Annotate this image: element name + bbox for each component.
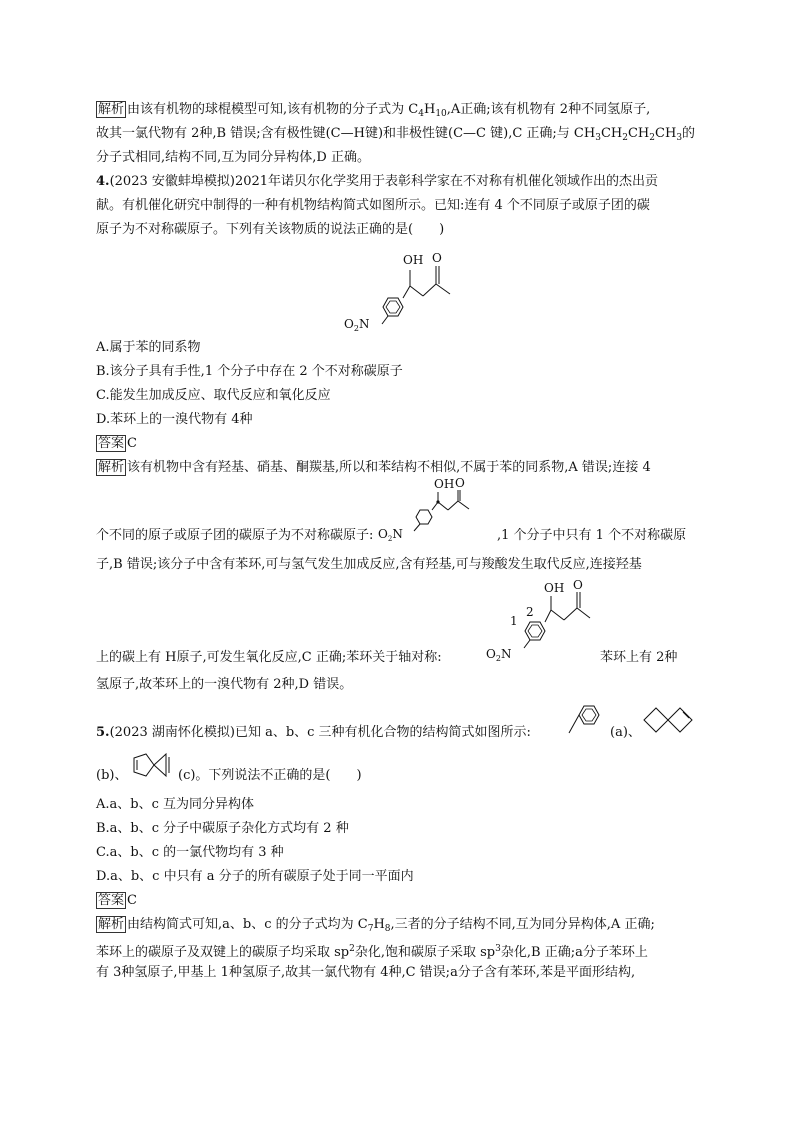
- q4-symmetry-structure: [478, 578, 598, 662]
- q4-explanation-line5: 氢原子,故苯环上的一溴代物有 2种,D 错误。: [96, 677, 353, 692]
- q4-answer: 答案 C: [98, 436, 137, 451]
- nitro-label-2: $O_2N$: [486, 647, 512, 663]
- q5-explanation-line3: 有 3种氢原子,甲基上 1种氢原子,故其一氯代物有 4种,C 错误;a分子含有苯环,苯是平面形结构,: [96, 965, 636, 980]
- q5-option-d: D.a、b、c 中只有 a 分子的所有碳原子处于同一平面内: [96, 869, 414, 884]
- compound-b-label: (b)、: [96, 768, 128, 783]
- explanation-tag: 解析: [98, 102, 125, 117]
- q4-explanation-line4b: 苯环上有 2种: [600, 650, 678, 665]
- carbonyl-o-label: O: [432, 251, 442, 265]
- q5-option-b: B.a、b、c 分子中碳原子杂化方式均有 2 种: [96, 821, 349, 836]
- nitro-label-small: $O_2N$: [378, 527, 403, 543]
- explanation-tag: 解析: [98, 917, 125, 932]
- q4-explanation-line2a: 个不同的原子或原子团的碳原子为不对称碳原子:: [96, 528, 374, 543]
- nitro-label: $O_2N$: [344, 317, 370, 333]
- q4-stem-line3: 原子为不对称碳原子。下列有关该物质的说法正确的是( ): [96, 222, 445, 237]
- q4-option-b: B.该分子具有手性,1 个分子中存在 2 个不对称碳原子: [96, 364, 403, 379]
- q4-stem-line2: 献。有机催化研究中制得的一种有机物结构简式如图所示。已知:连有 4 个不同原子或原子团的碳: [96, 198, 650, 213]
- q4-explanation-line3: 子,B 错误;该分子中含有苯环,可与氢气发生加成反应,含有羟基,可与羧酸发生取代反应,连接羟基: [96, 557, 642, 572]
- q4-explanation-line1: 解析 该有机物中含有羟基、硝基、酮羰基,所以和苯结构不相似,不属于苯的同系物,A 错误;连接 4: [98, 460, 651, 475]
- oh-label-small: OH: [434, 477, 455, 491]
- q5-stem-line1: 5.(2023 湖南怀化模拟)已知 a、b、c 三种有机化合物的结构简式如图所示:: [96, 725, 531, 740]
- q4-molecule-structure: [330, 248, 470, 332]
- q5-stem-line2: (c)。下列说法不正确的是( ): [178, 768, 362, 783]
- answer-tag: 答案: [98, 436, 125, 451]
- explanation-tag: 解析: [98, 460, 125, 475]
- q4-stem-line1: 4.(2023 安徽蚌埠模拟)2021年诺贝尔化学奖用于表彰科学家在不对称有机催化领域作出的杰出贡: [96, 174, 659, 189]
- q4-option-a: A.属于苯的同系物: [96, 340, 201, 355]
- carbonyl-o-label-2: O: [573, 578, 583, 592]
- q4-explanation-line2b: ,1 个分子中只有 1 个不对称碳原: [497, 528, 687, 543]
- oh-label: OH: [403, 253, 424, 267]
- toluene-structure-a: [566, 698, 606, 740]
- q3-explanation-line1: 解析 由该有机物的球棍模型可知,该有机物的分子式为 $C_4H_{10},A$正确;该有机物有 2种不同氢原子,: [98, 102, 651, 119]
- q3-explanation-line3: 分子式相同,结构不同,互为同分异构体,D 正确。: [96, 150, 370, 165]
- q3-explanation-line2: 故其一氯代物有 2种,B 错误;含有极性键(C—H键)和非极性键(C—C 键),C 正确;与 $CH_3CH_2CH_2CH_3$的: [96, 126, 696, 143]
- q4-option-c: C.能发生加成反应、取代反应和氧化反应: [96, 388, 331, 403]
- spiro-structure-b: [640, 704, 696, 738]
- q4-explanation-line4a: 上的碳上有 H原子,可发生氧化反应,C 正确;苯环关于轴对称:: [96, 650, 442, 665]
- position-1-label: 1: [510, 614, 518, 628]
- q5-answer: 答案 C: [98, 893, 137, 908]
- q5-option-c: C.a、b、c 的一氯代物均有 3 种: [96, 845, 284, 860]
- compound-a-label: (a)、: [610, 725, 641, 740]
- oh-label-2: OH: [544, 581, 565, 595]
- position-2-label: 2: [526, 605, 534, 619]
- q4-chiral-carbon-structure: [378, 476, 493, 543]
- spiro-structure-c: [130, 748, 182, 784]
- q5-explanation-line2: 苯环上的碳原子及双键上的碳原子均采取 $sp^2$杂化,饱和碳原子采取 $sp^3$杂化,B 正确;a分子苯环上: [96, 944, 648, 960]
- carbonyl-o-label-small: O: [455, 476, 465, 490]
- q5-explanation-line1: 解析 由结构简式可知,a、b、c 的分子式均为 $C_7H_8$,三者的分子结构不同,互为同分异构体,A 正确;: [98, 917, 655, 934]
- answer-tag: 答案: [98, 893, 125, 908]
- q4-option-d: D.苯环上的一溴代物有 4种: [96, 412, 253, 427]
- q5-option-a: A.a、b、c 互为同分异构体: [96, 797, 255, 812]
